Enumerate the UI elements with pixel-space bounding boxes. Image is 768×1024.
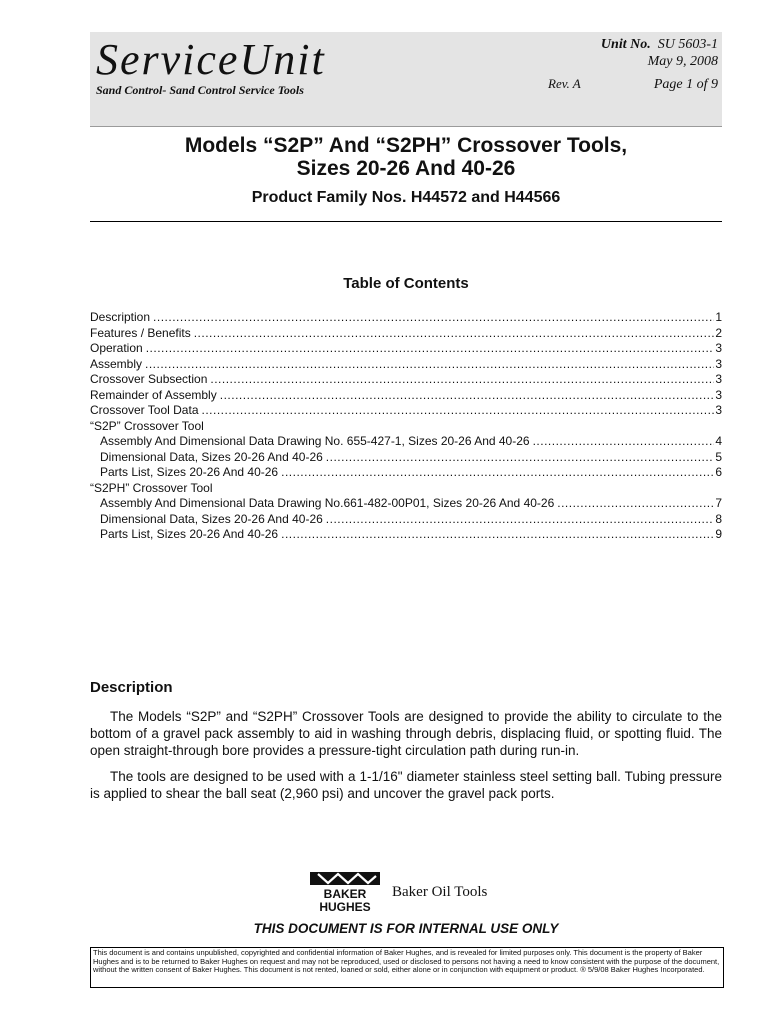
toc-entry-page: 3 — [715, 387, 722, 402]
document-header — [90, 32, 722, 127]
toc-entry-page: 1 — [715, 310, 722, 324]
toc-entry-page: 7 — [715, 496, 722, 510]
toc-entry — [90, 527, 722, 543]
toc-entry-label: Dimensional Data, Sizes 20-26 And 40-26 — [100, 449, 323, 464]
toc-leader-dots — [145, 357, 714, 373]
toc-entry-page: 6 — [715, 465, 722, 479]
toc-entry-label: “S2P” Crossover Tool — [90, 418, 204, 433]
title-divider — [90, 221, 722, 222]
toc-entry — [90, 310, 722, 326]
header-subtitle: Sand Control- Sand Control Service Tools — [96, 83, 304, 97]
toc-leader-dots — [194, 326, 715, 342]
toc-entry-label: Dimensional Data, Sizes 20-26 And 40-26 — [100, 511, 323, 526]
description-heading: Description — [90, 679, 173, 696]
toc-leader-dots — [220, 388, 715, 404]
toc-leader-dots — [281, 527, 714, 543]
toc-leader-dots — [153, 310, 714, 326]
unit-label: Unit No. — [600, 37, 651, 52]
toc-leader-dots — [210, 372, 714, 388]
unit-value: SU 5603-1 — [657, 37, 718, 52]
toc-entry-page: 3 — [715, 356, 722, 371]
toc-entry — [90, 388, 722, 404]
toc-leader-dots — [557, 496, 714, 512]
toc-entry-label: Parts List, Sizes 20-26 And 40-26 — [100, 465, 279, 479]
toc-entry — [90, 496, 722, 512]
toc-entry-page: 9 — [715, 527, 722, 541]
toc-entry — [90, 434, 722, 450]
toc-entry — [90, 450, 722, 466]
toc-entry — [90, 372, 722, 388]
unit-number — [601, 37, 718, 53]
baker-hughes-logo — [310, 872, 510, 914]
toc-entry-label: Crossover Subsection — [90, 372, 208, 386]
toc-entry-page: 5 — [715, 449, 722, 464]
document-title-line2: Sizes 20-26 And 40-26 — [296, 157, 516, 180]
document-title-line1: Models “S2P” And “S2PH” Crossover Tools, — [184, 134, 628, 157]
table-of-contents — [90, 310, 722, 543]
confidentiality-disclaimer: This document is and contains unpublished, copyrighted and confidential information of Baker Hughes, and is revealed for limited purposes only. This document is the property of Baker Hughes and is to be returned to Baker Hughes on request and may not be reproduced, used or disclosed to persons not having a need to know consistent with the purpose of the document, without the written consent of Baker Hughes. This document is not rented, loaned or sold, either alone or in conjunction with equipment or product. ® 5/9/08 Baker Hughes Incorporated. — [90, 947, 724, 988]
baker-hughes-logo-icon — [310, 872, 380, 914]
toc-entry — [90, 419, 722, 435]
internal-use-notice: THIS DOCUMENT IS FOR INTERNAL USE ONLY — [253, 921, 559, 936]
toc-entry — [90, 465, 722, 481]
toc-entry — [90, 357, 722, 373]
toc-leader-dots — [202, 403, 715, 419]
toc-leader-dots — [326, 512, 715, 528]
toc-entry-label: Operation — [90, 341, 143, 355]
toc-entry-page: 3 — [715, 372, 722, 386]
toc-entry-label: Parts List, Sizes 20-26 And 40-26 — [100, 527, 279, 541]
toc-entry-label: “S2PH” Crossover Tool — [90, 480, 213, 495]
toc-title: Table of Contents — [343, 275, 469, 292]
toc-entry-label: Description — [90, 310, 151, 324]
toc-entry — [90, 326, 722, 342]
toc-entry — [90, 403, 722, 419]
toc-entry-page: 8 — [715, 511, 722, 526]
toc-entry-label: Remainder of Assembly — [90, 387, 217, 402]
toc-leader-dots — [533, 434, 715, 450]
toc-entry-label: Crossover Tool Data — [90, 403, 199, 417]
toc-entry-page: 2 — [715, 325, 722, 340]
toc-entry-label: Features / Benefits — [90, 325, 191, 340]
logo-line-1: BAKER — [323, 887, 367, 901]
document-date: May 9, 2008 — [647, 54, 718, 69]
toc-entry-label: Assembly And Dimensional Data Drawing No. 655-427-1, Sizes 20-26 And 40-26 — [100, 434, 530, 448]
toc-entry — [90, 341, 722, 357]
revision: Rev. A — [548, 76, 581, 91]
toc-entry — [90, 512, 722, 528]
description-paragraph-1: The Models “S2P” and “S2PH” Crossover Tools are designed to provide the ability to circulate to the bottom of a gravel pack assembly to aid in washing through debris, displacing fluid, or spotting fluid. The open straight-through bore provides a pressure-tight circulation path during run-in. — [90, 709, 722, 758]
page-indicator: Page 1 of 9 — [653, 77, 718, 92]
toc-entry-label: Assembly And Dimensional Data Drawing No.661-482-00P01, Sizes 20-26 And 40-26 — [100, 496, 555, 510]
toc-entry-page: 4 — [715, 434, 722, 448]
description-paragraph-2: The tools are designed to be used with a 1-1/16" diameter stainless steel setting ball. Tubing pressure is applied to shear the ball seat (2,960 psi) and uncover the gravel pack ports. — [90, 769, 722, 801]
toc-leader-dots — [146, 341, 715, 357]
toc-entry — [90, 481, 722, 497]
baker-oil-tools-label: Baker Oil Tools — [392, 884, 488, 900]
toc-entry-page: 3 — [715, 403, 722, 417]
toc-entry-label: Assembly — [90, 356, 143, 371]
toc-entry-page: 3 — [715, 341, 722, 355]
toc-leader-dots — [281, 465, 714, 481]
logo-line-2: HUGHES — [319, 900, 371, 914]
brand-title: ServiceUnit — [96, 35, 326, 84]
product-family: Product Family Nos. H44572 and H44566 — [251, 189, 561, 206]
toc-leader-dots — [326, 450, 715, 466]
